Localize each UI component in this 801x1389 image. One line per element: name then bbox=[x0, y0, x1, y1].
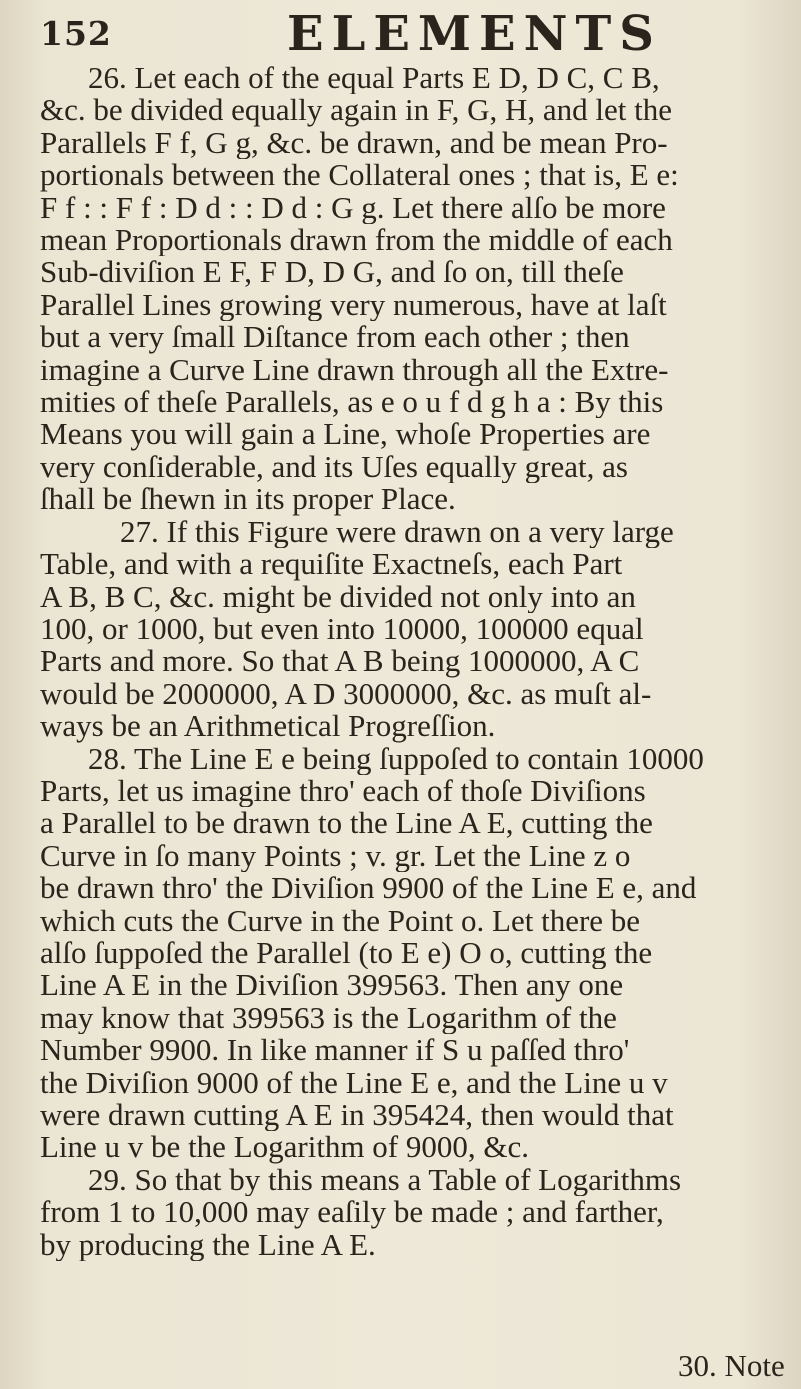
text-line: Means you will gain a Line, whoſe Properties are bbox=[40, 418, 651, 451]
text-line: alſo ſuppoſed the Parallel (to E e) O o, cutting the bbox=[40, 936, 653, 970]
body-text bbox=[40, 62, 748, 1261]
paragraph-28 bbox=[40, 743, 748, 1164]
text-line: which cuts the Curve in the Point o. Let there be bbox=[40, 904, 641, 937]
text-line: but a very ſmall Diſtance from each other ; then bbox=[40, 321, 630, 354]
text-line: were drawn cutting A E in 395424, then would that bbox=[40, 1099, 674, 1132]
text-line: ways be an Arithmetical Progreſſion. bbox=[40, 710, 496, 743]
text-line: Line u v be the Logarithm of 9000, &c. bbox=[40, 1131, 529, 1164]
running-head: ELEMENTS bbox=[287, 6, 662, 62]
paragraph-26 bbox=[40, 62, 748, 516]
text-line: A B, B C, &c. might be divided not only into an bbox=[40, 580, 636, 613]
text-line: from 1 to 10,000 may eaſily be made ; and farther, bbox=[40, 1196, 664, 1229]
text-line: would be 2000000, A D 3000000, &c. as muſt al- bbox=[40, 677, 652, 711]
text-line: a Parallel to be drawn to the Line A E, cutting the bbox=[40, 807, 653, 840]
text-line: 27. If this Figure were drawn on a very large bbox=[120, 515, 674, 549]
text-line: imagine a Curve Line drawn through all the Extre- bbox=[40, 353, 669, 387]
text-line: may know that 399563 is the Logarithm of the bbox=[40, 1001, 617, 1035]
text-line: Sub-diviſion E F, F D, D G, and ſo on, till theſe bbox=[40, 256, 624, 289]
text-line: 100, or 1000, but even into 10000, 100000 equal bbox=[40, 612, 644, 646]
text-line: the Diviſion 9000 of the Line E e, and the Line u v bbox=[40, 1066, 668, 1099]
paragraph-27 bbox=[40, 516, 748, 743]
text-line: portionals between the Collateral ones ; that is, E e: bbox=[40, 159, 679, 192]
paragraph-29 bbox=[40, 1164, 748, 1261]
catchword: 30. Note bbox=[678, 1348, 785, 1383]
text-line: by producing the Line A E. bbox=[40, 1228, 376, 1262]
text-line: Number 9900. In like manner if S u paſſed thro' bbox=[40, 1034, 630, 1067]
text-line: 26. Let each of the equal Parts E D, D C, C B, bbox=[88, 62, 660, 95]
page-number: 152 bbox=[40, 14, 112, 53]
text-line: Curve in ſo many Points ; v. gr. Let the Line z o bbox=[40, 839, 631, 873]
text-line: Parallels F f, G g, &c. be drawn, and be mean Pro- bbox=[40, 126, 668, 160]
text-line: 29. So that by this means a Table of Logarithms bbox=[88, 1163, 682, 1197]
text-line: very conſiderable, and its Uſes equally great, as bbox=[40, 450, 628, 484]
text-line: Parallel Lines growing very numerous, have at laſt bbox=[40, 288, 667, 322]
text-line: ſhall be ſhewn in its proper Place. bbox=[40, 483, 456, 516]
text-line: Parts and more. So that A B being 1000000, A C bbox=[40, 645, 640, 678]
text-line: Table, and with a requiſite Exactneſs, each Part bbox=[40, 548, 623, 581]
text-line: Line A E in the Diviſion 399563. Then any one bbox=[40, 969, 624, 1002]
text-line: &c. be divided equally again in F, G, H, and let the bbox=[40, 94, 673, 127]
text-line: mities of theſe Parallels, as e o u f d g h a : By this bbox=[40, 386, 664, 419]
text-line: Parts, let us imagine thro' each of thoſe Diviſions bbox=[40, 774, 646, 808]
text-line: 28. The Line E e being ſuppoſed to contain 10000 bbox=[88, 742, 704, 775]
page-header bbox=[40, 6, 662, 66]
text-line: be drawn thro' the Diviſion 9900 of the Line E e, and bbox=[40, 872, 697, 905]
text-line: mean Proportionals drawn from the middle of each bbox=[40, 224, 673, 257]
text-line: F f : : F f : D d : : D d : G g. Let there alſo be more bbox=[40, 191, 666, 225]
